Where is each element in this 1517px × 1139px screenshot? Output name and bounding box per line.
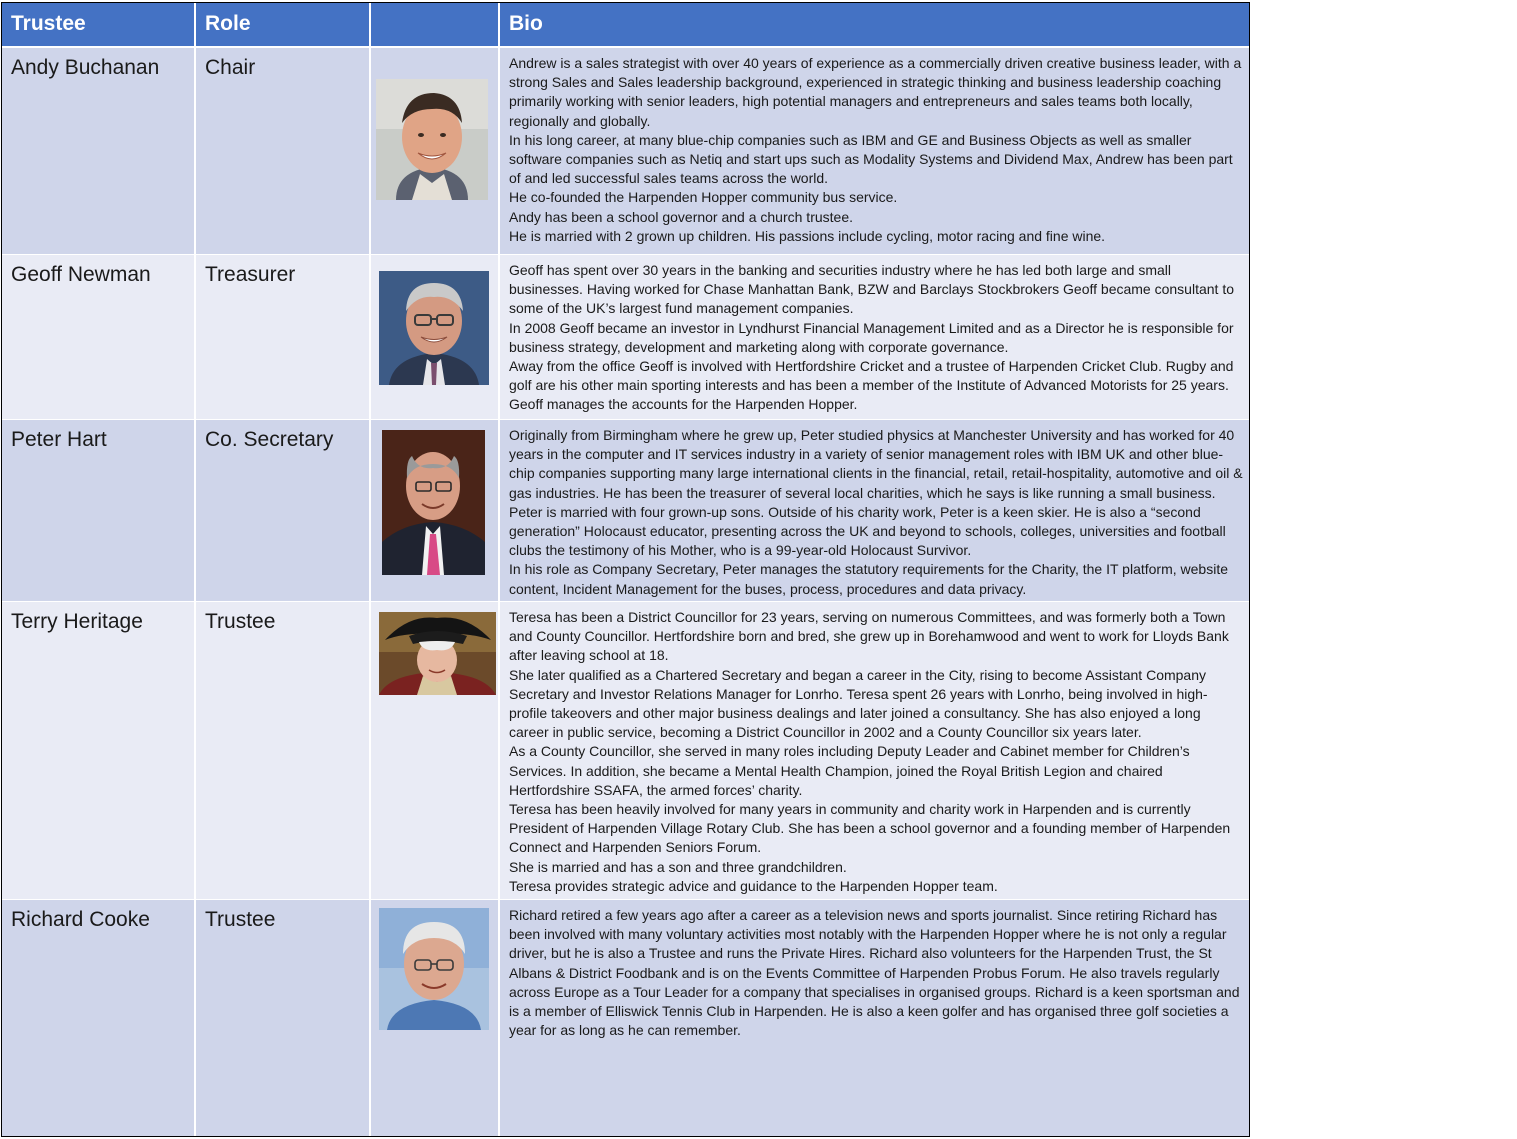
bio-paragraph: She is married and has a son and three grandchildren. bbox=[509, 858, 847, 875]
trustee-name: Geoff Newman bbox=[11, 263, 151, 286]
bio-paragraph: He is married with 2 grown up children. His passions include cycling, motor racing and fine wine. bbox=[509, 227, 1106, 244]
trustee-role: Trustee bbox=[205, 610, 276, 633]
table-row bbox=[2, 420, 1249, 601]
bio-paragraph: Geoff has spent over 30 years in the banking and securities industry where he has led both large and small businesses. Having worked for Chase Manhattan Bank, BZW and Barclays Stockbrokers Geoff became consultant to some of the UK’s largest fund management companies. bbox=[509, 262, 1234, 317]
photo-cell bbox=[371, 420, 498, 601]
table-row bbox=[2, 602, 1249, 899]
bio-paragraph: Andy has been a school governor and a church trustee. bbox=[509, 208, 853, 225]
table-row bbox=[2, 900, 1249, 1136]
bio-paragraph: Teresa has been heavily involved for many years in community and charity work in Harpenden and is currently President of Harpenden Village Rotary Club. She has been a school governor and a founding member of Harpenden Connect and Harpenden Seniors Forum. bbox=[509, 801, 1231, 856]
photo-cell bbox=[371, 900, 498, 1136]
portrait-photo-icon bbox=[379, 612, 496, 695]
trustees-table bbox=[1, 2, 1250, 1137]
bio-paragraph: Away from the office Geoff is involved with Hertfordshire Cricket and a trustee of Harpenden Cricket Club. Rugby and golf are his other main sporting interests and has been a member of the Institute of Advanced Motorists for 25 years. Geoff manages the accounts for the Harpenden Hopper. bbox=[509, 358, 1234, 413]
trustee-name: Terry Heritage bbox=[11, 610, 143, 633]
portrait-photo-icon bbox=[379, 908, 489, 1030]
portrait-photo-icon bbox=[376, 79, 488, 200]
trustee-name: Peter Hart bbox=[11, 428, 107, 451]
trustee-bio bbox=[500, 900, 1249, 1136]
header-trustee: Trustee bbox=[11, 12, 86, 35]
trustee-role: Treasurer bbox=[205, 263, 296, 286]
table-header bbox=[2, 3, 1249, 46]
header-role: Role bbox=[205, 12, 251, 35]
table-row bbox=[2, 255, 1249, 419]
trustee-role: Co. Secretary bbox=[205, 428, 334, 451]
header-bio: Bio bbox=[509, 12, 543, 35]
bio-paragraph: As a County Councillor, she served in many roles including Deputy Leader and Cabinet member for Children’s Services. In addition, she became a Mental Health Champion, joined the Royal British Legion and chaired Hertfordshire SSAFA, the armed forces’ charity. bbox=[509, 743, 1190, 798]
trustee-bio bbox=[500, 420, 1249, 601]
bio-paragraph: Teresa has been a District Councillor for 23 years, serving on numerous Committees, and was formerly both a Town and County Councillor. Hertfordshire born and bred, she grew up in Borehamwood and went to work for Lloyds Bank after leaving school at 18. bbox=[509, 609, 1229, 664]
bio-paragraph: Andrew is a sales strategist with over 40 years of experience as a commercially driven creative business leader, with a strong Sales and Sales leadership background, experienced in strategic thinking and business leadership coaching primarily working with senior leaders, high potential managers and entrepreneurs and sales teams both locally, regionally and globally. bbox=[509, 55, 1242, 129]
trustee-bio bbox=[500, 255, 1249, 419]
trustee-bio bbox=[500, 48, 1249, 254]
bio-paragraph: He co-founded the Harpenden Hopper community bus service. bbox=[509, 189, 898, 206]
portrait-photo-icon bbox=[382, 430, 485, 575]
photo-cell bbox=[371, 48, 498, 254]
photo-cell bbox=[371, 255, 498, 419]
trustee-name: Richard Cooke bbox=[11, 908, 150, 931]
trustee-name: Andy Buchanan bbox=[11, 56, 160, 79]
trustee-role: Trustee bbox=[205, 908, 276, 931]
bio-paragraph: In his role as Company Secretary, Peter manages the statutory requirements for the Charity, the IT platform, website content, Incident Management for the buses, process, procedures and data privacy. bbox=[509, 561, 1228, 597]
trustee-bio bbox=[500, 602, 1249, 899]
bio-paragraph: In 2008 Geoff became an investor in Lyndhurst Financial Management Limited and as a Director he is responsible for business strategy, development and marketing along with corporate governance. bbox=[509, 319, 1234, 355]
trustee-role: Chair bbox=[205, 56, 256, 79]
bio-paragraph: She later qualified as a Chartered Secretary and began a career in the City, rising to become Assistant Company Secretary and Investor Relations Manager for Lonrho. Teresa spent 26 years with Lonrho, being involved in high-profile takeovers and other major business dealings and later joined a consultancy. She has also enjoyed a long career in public service, becoming a District Councillor in 2002 and a County Councillor six years later. bbox=[509, 666, 1208, 741]
bio-paragraph: Teresa provides strategic advice and guidance to the Harpenden Hopper team. bbox=[509, 877, 998, 894]
portrait-photo-icon bbox=[379, 271, 489, 385]
photo-cell bbox=[371, 602, 498, 899]
header-photo bbox=[371, 3, 498, 46]
bio-paragraph: Originally from Birmingham where he grew up, Peter studied physics at Manchester University and has worked for 40 years in the computer and IT services industry in a variety of senior management roles with IBM UK and other blue-chip companies supporting many large international clients in the financial, retail, retail-hospitality, automotive and oil & gas industries. He has been the treasurer of several local charities, which he says is like running a small business. Peter is married with four grown-up sons. Outside of his charity work, Peter is a keen skier. He is also a “second generation” Holocaust educator, presenting across the UK and beyond to schools, colleges, universities and football clubs the testimony of his Mother, who is a 99-year-old Holocaust Survivor. bbox=[509, 427, 1243, 559]
bio-paragraph: In his long career, at many blue-chip companies such as IBM and GE and Business Objects as well as smaller software companies such as Netiq and start ups such as Modality Systems and Dividend Max, Andrew has been part of and led successful sales teams across the world. bbox=[509, 131, 1233, 187]
bio-paragraph: Richard retired a few years ago after a career as a television news and sports journalist. Since retiring Richard has been involved with many voluntary activities most notably with the Harpenden Hopper where he is not only a regular driver, but he is also a Trustee and runs the Private Hires. Richard also volunteers for the Harpenden Trust, the St Albans & District Foodbank and is on the Events Committee of Harpenden Probus Forum. He also travels regularly across Europe as a Tour Leader for a company that specialises in organised groups. Richard is a keen sportsman and is a member of Elliswick Tennis Club in Harpenden. He is also a keen golfer and has organised three golf societies a year for as long as he can remember. bbox=[509, 907, 1240, 1039]
table-row bbox=[2, 48, 1249, 254]
